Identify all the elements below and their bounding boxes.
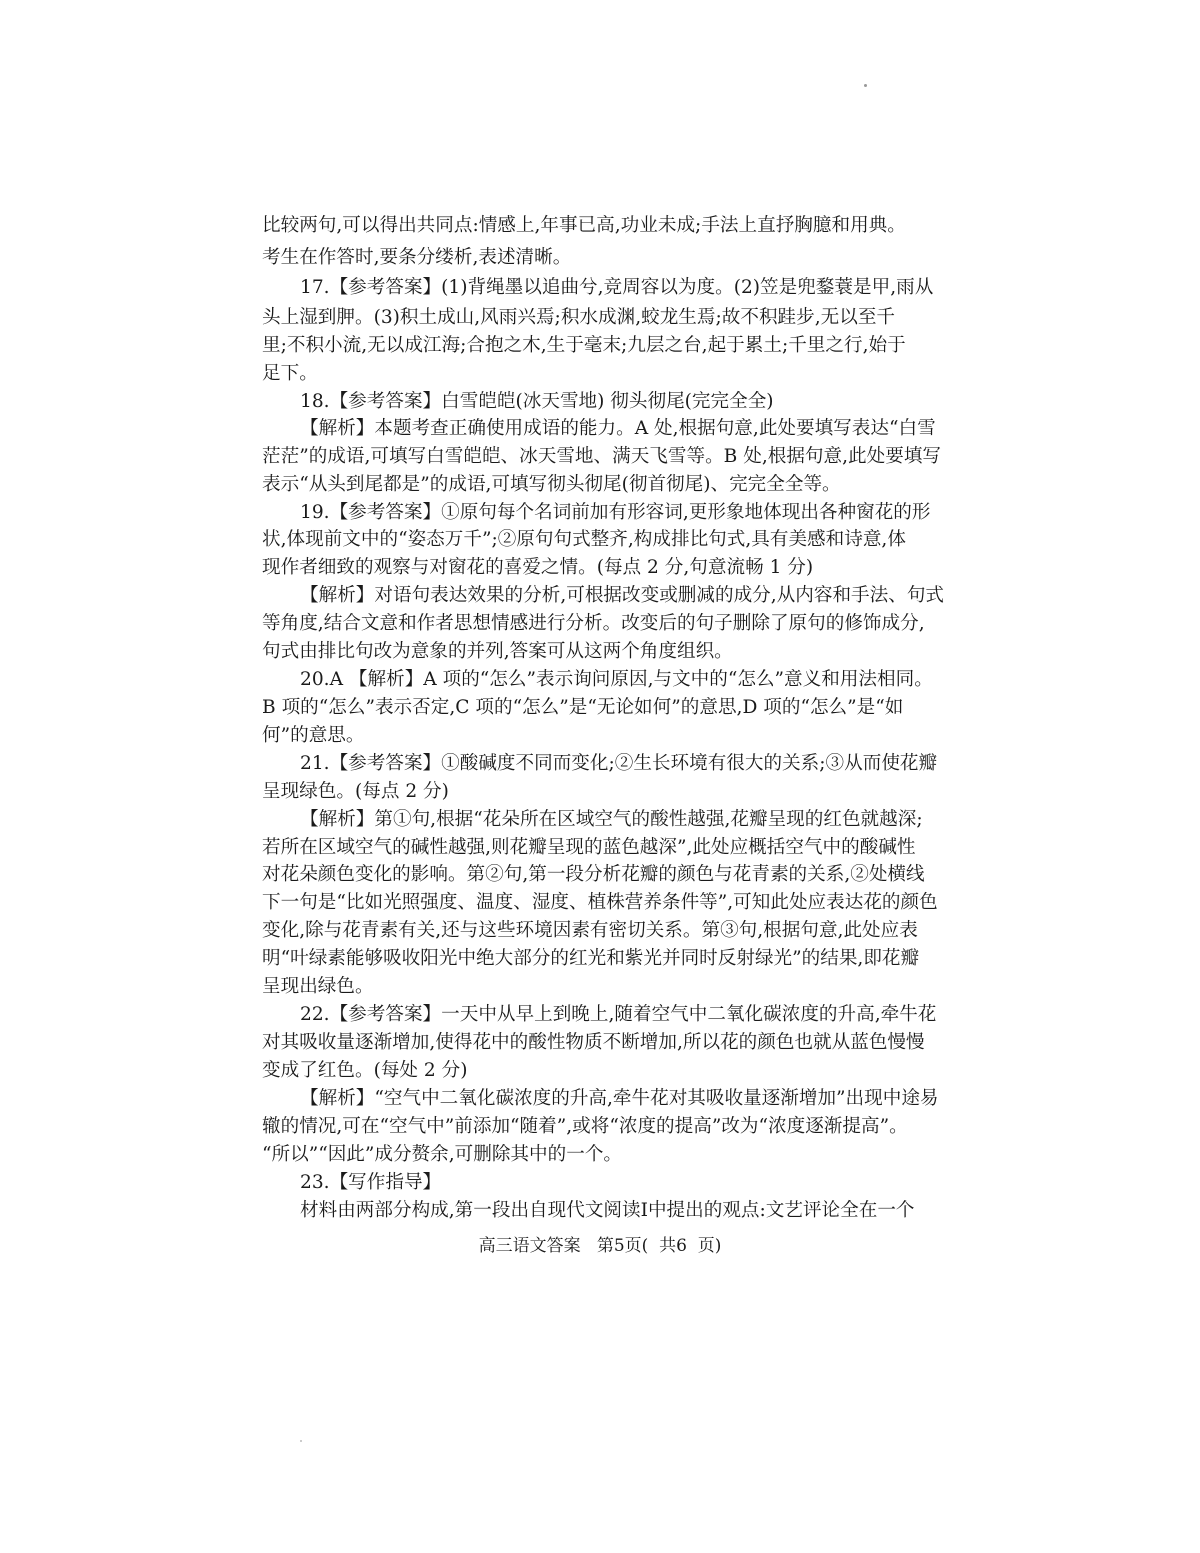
text-line: 对花朵颜色变化的影响。第②句,第一段分析花瓣的颜色与花青素的关系,②处横线 (262, 864, 925, 885)
q17-answer: 17.【参考答案】(1)背绳墨以追曲兮,竞周容以为度。(2)笠是兜鍪蓑是甲,雨从 (300, 277, 934, 298)
text-line: 呈现出绿色。 (262, 976, 374, 997)
text-line: 变成了红色。(每处 2 分) (262, 1060, 468, 1081)
q19-analysis: 【解析】对语句表达效果的分析,可根据改变或删减的成分,从内容和手法、句式 (300, 585, 945, 606)
q19-answer: 19.【参考答案】①原句每个名词前加有形容词,更形象地体现出各种窗花的形 (300, 502, 931, 523)
scan-speck (864, 84, 867, 87)
text-line: 比较两句,可以得出共同点:情感上,年事已高,功业未成;手法上直抒胸臆和用典。 (262, 215, 906, 236)
text-line: 句式由排比句改为意象的并列,答案可从这两个角度组织。 (262, 641, 733, 662)
text-line: 明“叶绿素能够吸收阳光中绝大部分的红光和紫光并同时反射绿光”的结果,即花瓣 (262, 948, 920, 969)
text-line: 对其吸收量逐渐增加,使得花中的酸性物质不断增加,所以花的颜色也就从蓝色慢慢 (262, 1032, 925, 1053)
q22-analysis: 【解析】“空气中二氧化碳浓度的升高,牵牛花对其吸收量逐渐增加”出现中途易 (300, 1088, 939, 1109)
q22-answer: 22.【参考答案】一天中从早上到晚上,随着空气中二氧化碳浓度的升高,牵牛花 (300, 1004, 937, 1025)
scan-speck (300, 1440, 302, 1442)
text-line: 等角度,结合文意和作者思想情感进行分析。改变后的句子删除了原句的修饰成分, (262, 613, 925, 634)
q23-heading: 23.【写作指导】 (300, 1172, 442, 1193)
text-line: 辙的情况,可在“空气中”前添加“随着”,或将“浓度的提高”改为“浓度逐渐提高”。 (262, 1116, 908, 1137)
text-line: 若所在区域空气的碱性越强,则花瓣呈现的蓝色越深”,此处应概括空气中的酸碱性 (262, 837, 916, 858)
page-footer: 高三语文答案 第5页( 共6 页) (478, 1236, 722, 1256)
q20-answer: 20.A 【解析】A 项的“怎么”表示询问原因,与文中的“怎么”意义和用法相同。 (300, 669, 933, 690)
text-line: 变化,除与花青素有关,还与这些环境因素有密切关系。第③句,根据句意,此处应表 (262, 920, 918, 941)
text-line: 现作者细致的观察与对窗花的喜爱之情。(每点 2 分,句意流畅 1 分) (262, 557, 814, 578)
text-line: “所以”“因此”成分赘余,可删除其中的一个。 (262, 1144, 623, 1165)
text-line: 呈现绿色。(每点 2 分) (262, 781, 449, 802)
q18-answer: 18.【参考答案】白雪皑皑(冰天雪地) 彻头彻尾(完完全全) (300, 391, 774, 412)
q21-answer: 21.【参考答案】①酸碱度不同而变化;②生长环境有很大的关系;③从而使花瓣 (300, 753, 938, 774)
text-line: 表示“从头到尾都是”的成语,可填写彻头彻尾(彻首彻尾)、完完全全等。 (262, 474, 841, 495)
text-line: 里;不积小流,无以成江海;合抱之木,生于毫末;九层之台,起于累土;千里之行,始于 (262, 335, 906, 356)
text-line: B 项的“怎么”表示否定,C 项的“怎么”是“无论如何”的意思,D 项的“怎么”是“如 (262, 697, 904, 718)
text-line: 材料由两部分构成,第一段出自现代文阅读Ⅰ中提出的观点:文艺评论全在一个 (300, 1200, 915, 1221)
text-line: 下一句是“比如光照强度、温度、湿度、植株营养条件等”,可知此处应表达花的颜色 (262, 892, 938, 913)
q21-analysis: 【解析】第①句,根据“花朵所在区域空气的酸性越强,花瓣呈现的红色就越深; (300, 809, 923, 830)
text-line: 何”的意思。 (262, 725, 365, 746)
q18-analysis: 【解析】本题考查正确使用成语的能力。A 处,根据句意,此处要填写表达“白雪 (300, 418, 936, 439)
text-line: 考生在作答时,要条分缕析,表述清晰。 (262, 247, 572, 268)
text-line: 头上湿到胛。(3)积土成山,风雨兴焉;积水成渊,蛟龙生焉;故不积跬步,无以至千 (262, 307, 896, 328)
text-line: 足下。 (262, 363, 318, 384)
text-line: 茫茫”的成语,可填写白雪皑皑、冰天雪地、满天飞雪等。B 处,根据句意,此处要填写 (262, 446, 942, 467)
text-line: 状,体现前文中的“姿态万千”;②原句句式整齐,构成排比句式,具有美感和诗意,体 (262, 529, 906, 550)
